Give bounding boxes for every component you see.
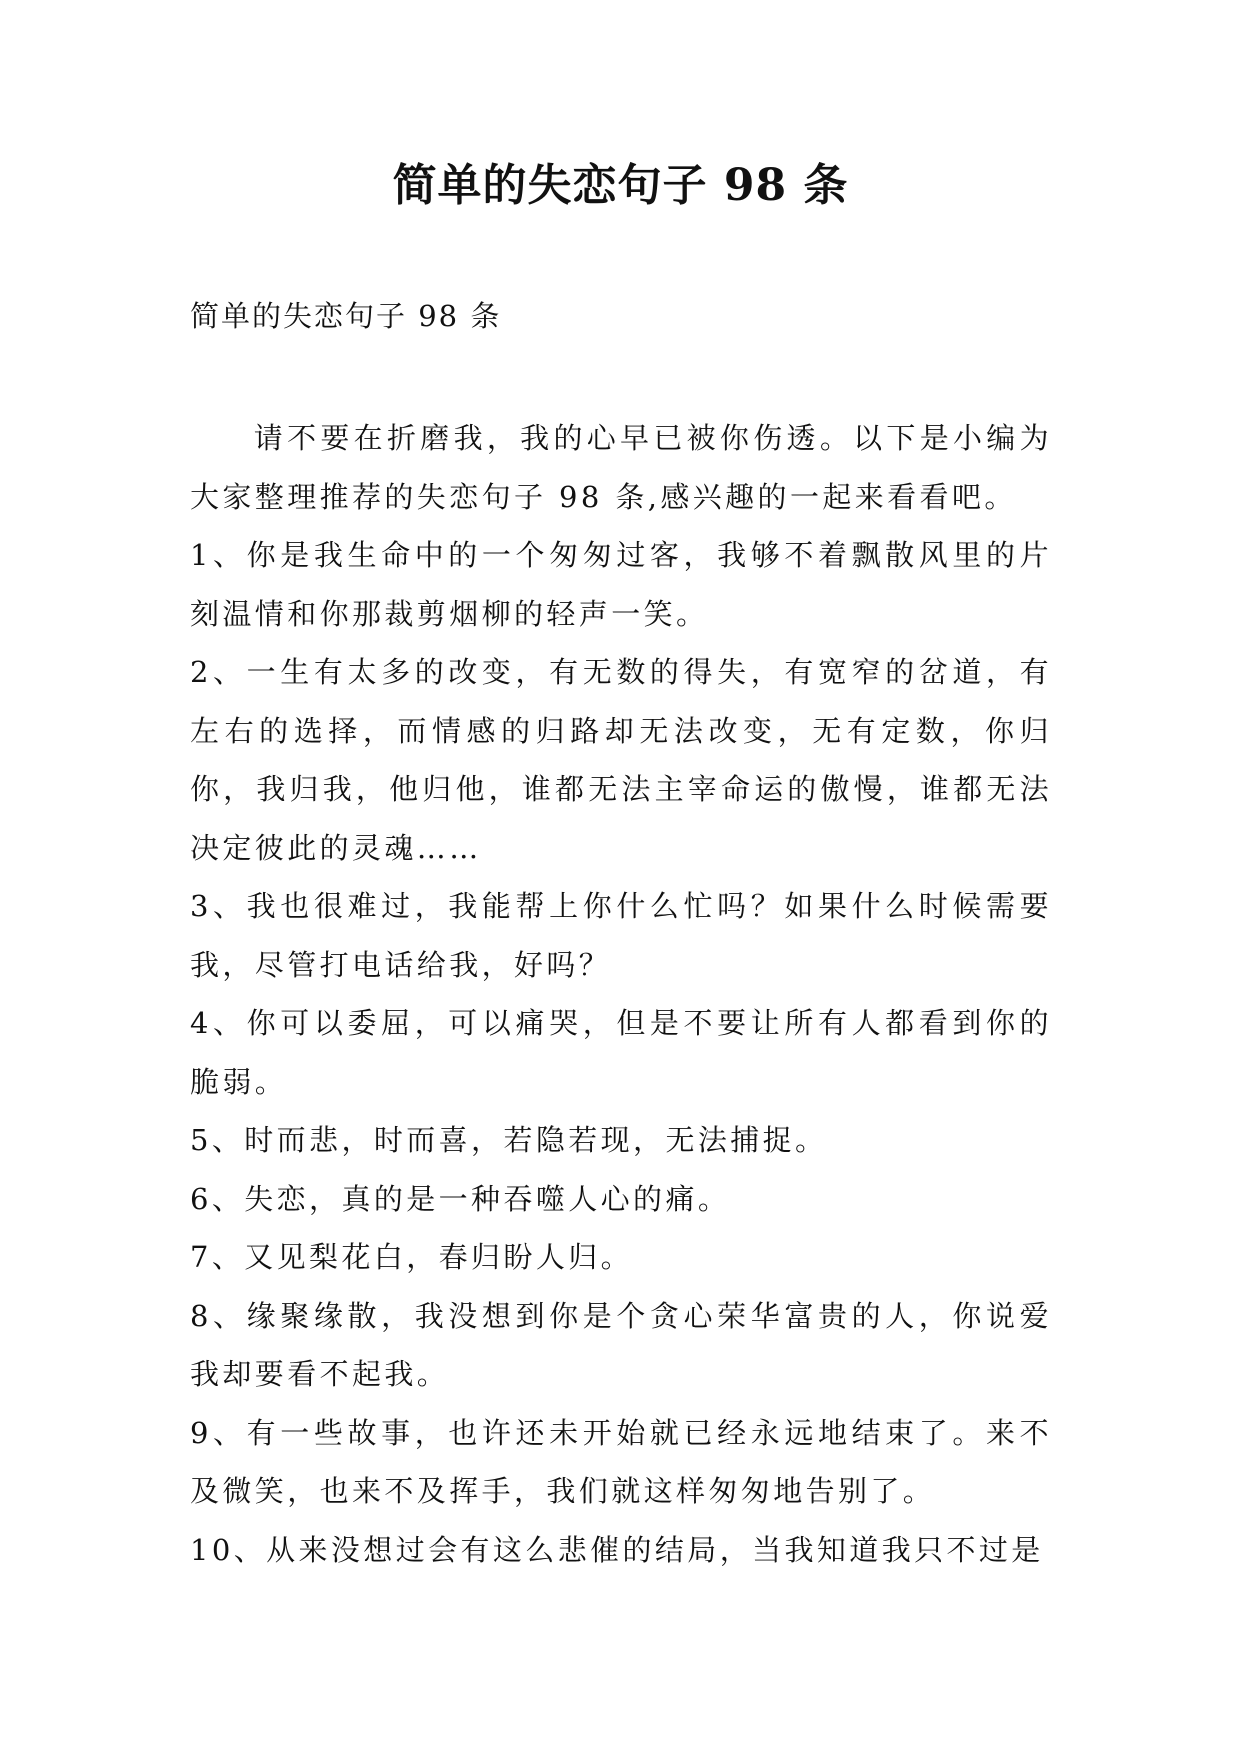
list-item: 7、又见梨花白，春归盼人归。 (190, 1240, 634, 1274)
intro-paragraph: 请不要在折磨我，我的心早已被你伤透。以下是小编为大家整理推荐的失恋句子 98 条,感兴趣的一起来看看吧。 (190, 421, 1052, 514)
list-item: 9、有一些故事，也许还未开始就已经永远地结束了。来不及微笑，也来不及挥手，我们就这样匆匆地告别了。 (190, 1415, 1052, 1508)
list-item: 6、失恋，真的是一种吞噬人心的痛。 (190, 1181, 731, 1216)
list-item: 2、一生有太多的改变，有无数的得失，有宽窄的岔道，有左右的选择，而情感的归路却无法改变，无有定数，你归你，我归我，他归他，谁都无法主宰命运的傲慢，谁都无法决定彼此的灵魂…… (190, 655, 1052, 865)
list-item: 1、你是我生命中的一个匆匆过客，我够不着飘散风里的片刻温情和你那裁剪烟柳的轻声一笑。 (190, 538, 1052, 631)
list-item: 4、你可以委屈，可以痛哭，但是不要让所有人都看到你的脆弱。 (190, 1006, 1052, 1099)
list-item: 5、时而悲，时而喜，若隐若现，无法捕捉。 (190, 1123, 828, 1157)
document-subtitle: 简单的失恋句子 98 条 (190, 299, 502, 333)
document-title: 简单的失恋句子 98 条 (392, 160, 849, 211)
list-item: 3、我也很难过，我能帮上你什么忙吗？如果什么时候需要我，尽管打电话给我，好吗？ (190, 889, 1052, 982)
list-item: 10、从来没想过会有这么悲催的结局，当我知道我只不过是 (190, 1532, 1044, 1567)
document-body (190, 409, 1052, 1579)
list-item: 8、缘聚缘散，我没想到你是个贪心荣华富贵的人，你说爱我却要看不起我。 (190, 1298, 1052, 1391)
